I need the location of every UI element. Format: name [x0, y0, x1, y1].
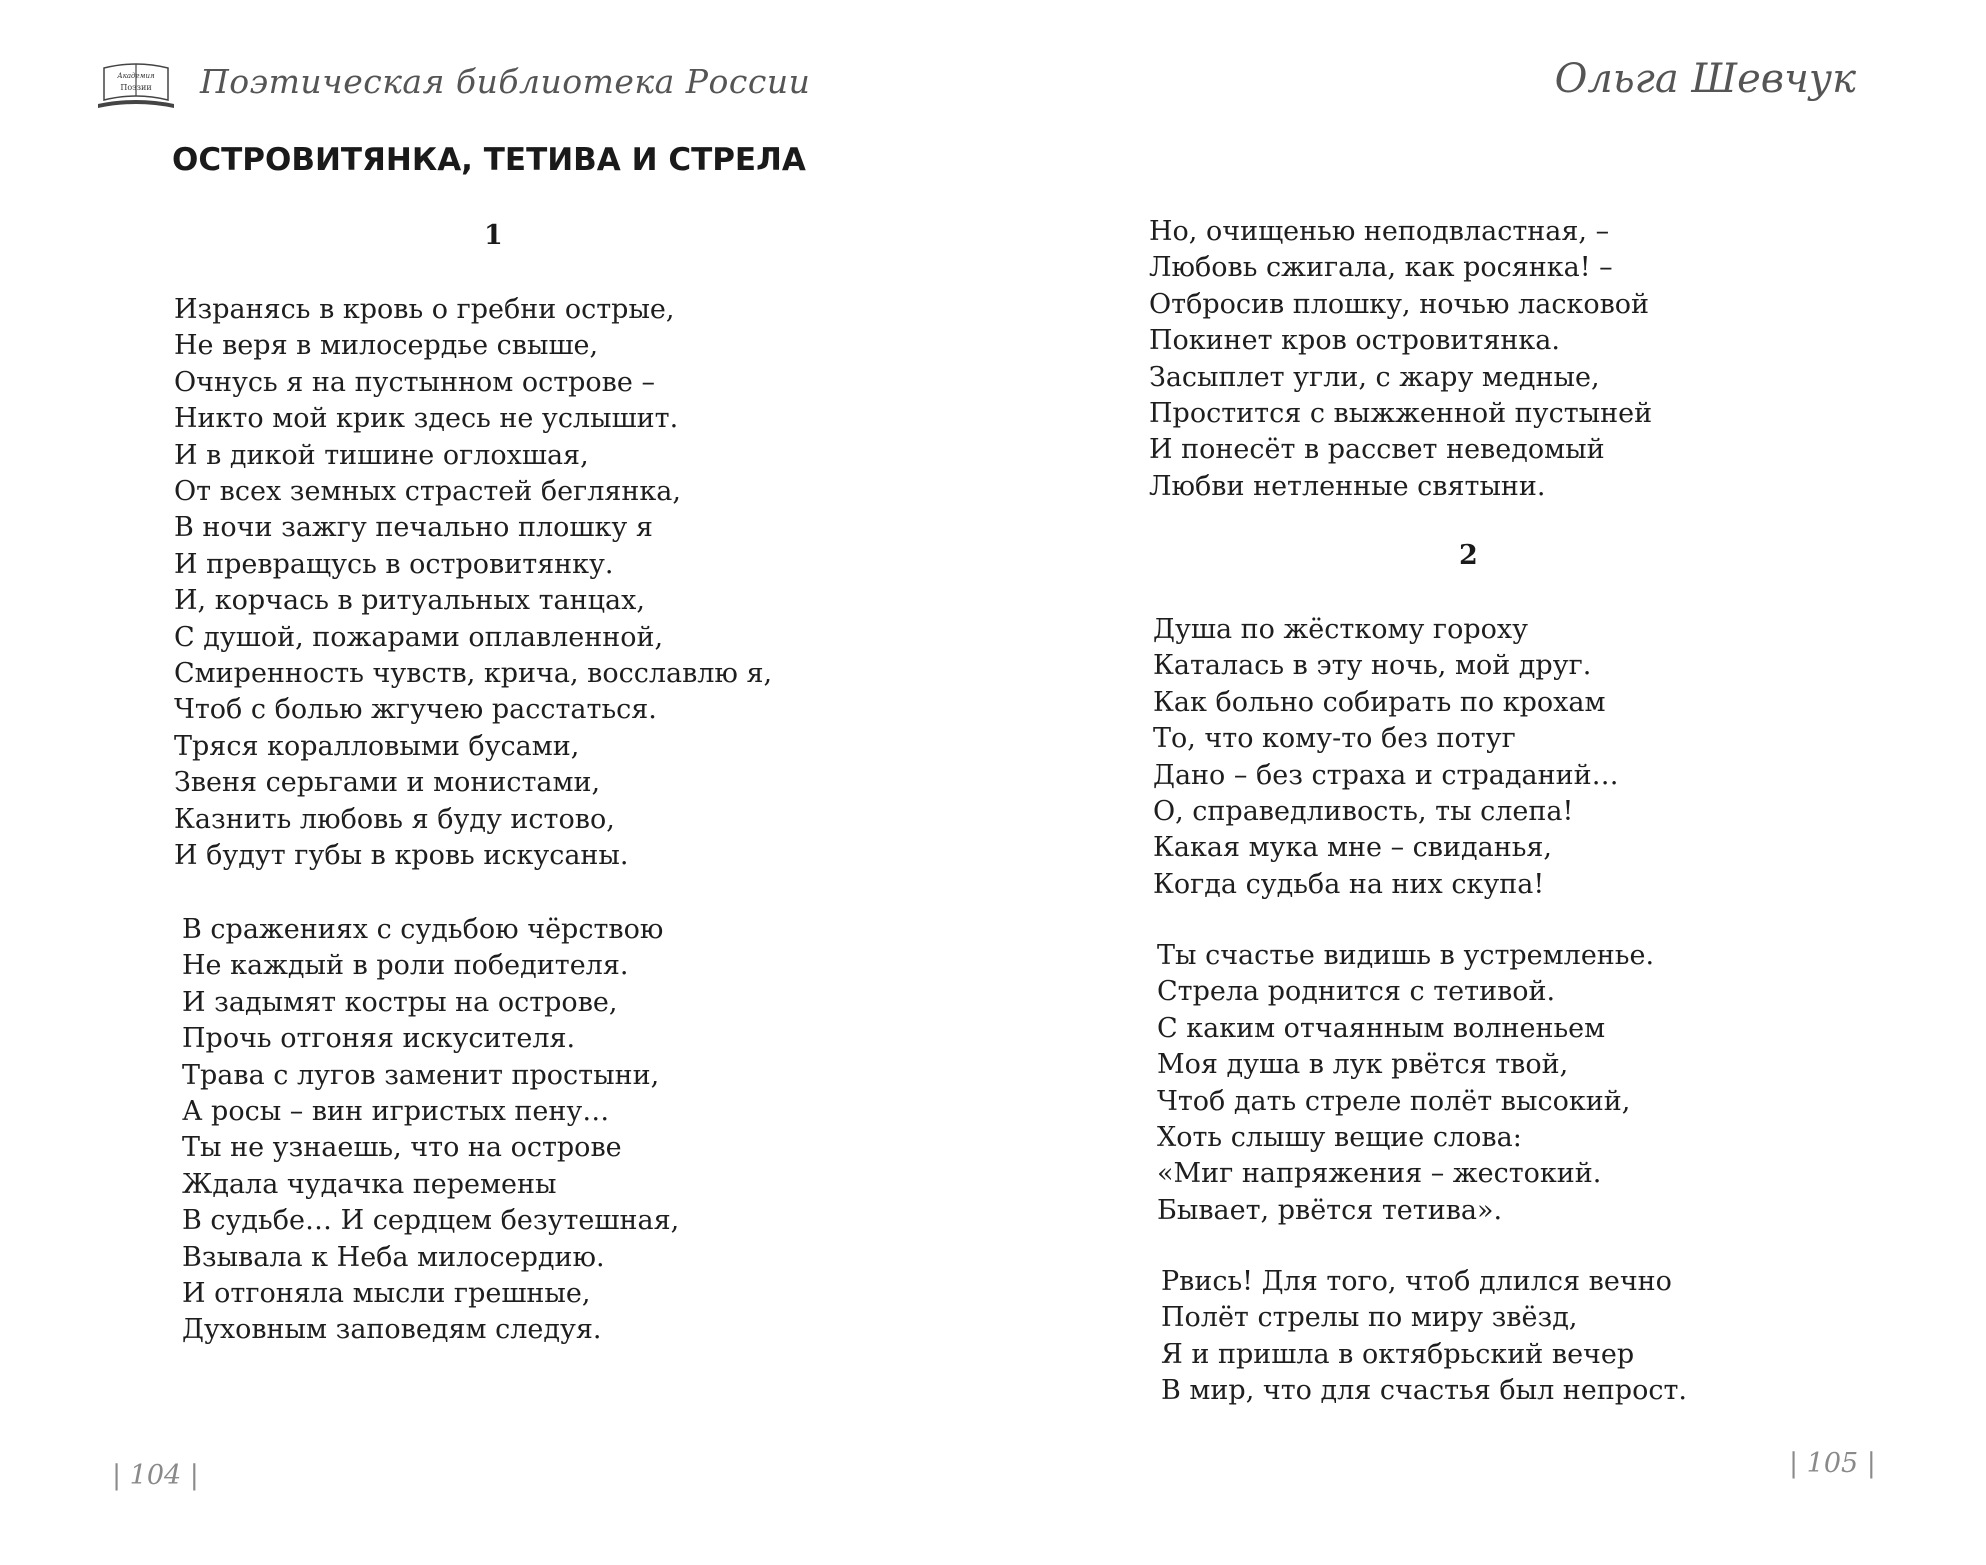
- poem-line: Простится с выжженной пустыней: [1149, 398, 1653, 430]
- poem-line: Не веря в милосердье свыше,: [174, 330, 599, 362]
- poem-line: Каталась в эту ночь, мой друг.: [1153, 650, 1592, 682]
- right-page: [993, 0, 1986, 1565]
- poem-line: Хоть слышу вещие слова:: [1157, 1122, 1522, 1154]
- poem-line: Чтоб дать стреле полёт высокий,: [1157, 1085, 1631, 1117]
- poem-line: И в дикой тишине оглохшая,: [174, 439, 589, 471]
- poem-line: Бывает, рвётся тетива».: [1157, 1194, 1503, 1226]
- section-number: 2: [1459, 540, 1478, 571]
- poem-line: С каким отчаянным волненьем: [1157, 1012, 1606, 1044]
- poem-line: Никто мой крик здесь не услышит.: [174, 403, 679, 435]
- poem-line: Трава с лугов заменит простыни,: [182, 1059, 660, 1091]
- poem-line: Духовным заповедям следуя.: [182, 1314, 602, 1346]
- poem-line: Взывала к Неба милосердию.: [182, 1241, 605, 1273]
- poem-line: Прочь отгоняя искусителя.: [182, 1023, 576, 1055]
- poem-line: В сражениях с судьбою чёрствою: [182, 914, 664, 945]
- stanza: [182, 912, 679, 1349]
- stanza: [174, 292, 772, 875]
- poem-line: И понесёт в рассвет неведомый: [1149, 434, 1605, 466]
- page-number: | 104 |: [112, 1460, 199, 1491]
- poem-line: Ты счастье видишь в устремленье.: [1157, 940, 1655, 971]
- poem-line: Дано – без страха и страданий…: [1153, 759, 1619, 791]
- logo-text-bottom: Поэзии: [120, 83, 152, 92]
- poem-line: Чтоб с болью жгучею расстаться.: [174, 694, 657, 726]
- poem-line: В мир, что для счастья был непрост.: [1161, 1375, 1687, 1407]
- poem-line: В судьбе… И сердцем безутешная,: [182, 1205, 680, 1237]
- poem-line: И отгоняла мысли грешные,: [182, 1278, 591, 1310]
- poem-line: Звеня серьгами и монистами,: [174, 767, 601, 799]
- poem-line: Ждала чудачка перемены: [182, 1168, 557, 1200]
- poem-line: То, что кому-то без потуг: [1153, 723, 1516, 755]
- poem-line: С душой, пожарами оплавленной,: [174, 621, 664, 653]
- poem-line: В ночи зажгу печально плошку я: [174, 512, 653, 544]
- poem-line: И задымят костры на острове,: [182, 986, 618, 1018]
- poem-line: Засыплет угли, с жару медные,: [1149, 361, 1600, 393]
- poem-line: Стрела роднится с тетивой.: [1157, 976, 1556, 1008]
- poem-line: Но, очищенью неподвластная, –: [1149, 216, 1610, 247]
- poem-line: И будут губы в кровь искусаны.: [174, 840, 629, 872]
- stanza: [1149, 214, 1652, 505]
- poem-line: Смиренность чувств, крича, восславлю я,: [174, 658, 773, 690]
- poem-line: Рвись! Для того, чтоб длился вечно: [1161, 1266, 1672, 1297]
- author-name: Ольга Шевчук: [1554, 56, 1856, 102]
- poem-line: Когда судьба на них скупа!: [1153, 868, 1545, 900]
- series-title: Поэтическая библиотека России: [200, 62, 811, 101]
- poem-line: Не каждый в роли победителя.: [182, 950, 629, 982]
- stanza: [1157, 938, 1654, 1229]
- poem-line: Моя душа в лук рвётся твой,: [1157, 1049, 1569, 1081]
- poem-line: Покинет кров островитянка.: [1149, 325, 1560, 357]
- poem-line: От всех земных страстей беглянка,: [174, 476, 681, 508]
- poem-line: Казнить любовь я буду истово,: [174, 803, 615, 835]
- poem-line: Я и пришла в октябрьский вечер: [1161, 1338, 1635, 1370]
- logo-text-top: Академия: [117, 72, 155, 80]
- poem-line: Любви нетленные святыни.: [1149, 470, 1546, 502]
- poem-line: Изранясь в кровь о гребни острые,: [174, 294, 675, 325]
- poem-line: Полёт стрелы по миру звёзд,: [1161, 1302, 1578, 1334]
- poem-line: «Миг напряжения – жестокий.: [1157, 1158, 1602, 1190]
- poem-line: Отбросив плошку, ночью ласковой: [1149, 288, 1650, 320]
- stanza: [1161, 1264, 1687, 1410]
- section-number: 1: [484, 220, 503, 251]
- poem-line: Какая мука мне – свиданья,: [1153, 832, 1553, 864]
- poem-line: Как больно собирать по крохам: [1153, 686, 1606, 718]
- poem-line: И, корчась в ритуальных танцах,: [174, 585, 645, 617]
- poem-line: Тряся коралловыми бусами,: [174, 730, 580, 762]
- poem-line: Любовь сжигала, как росянка! –: [1149, 252, 1613, 284]
- poem-line: О, справедливость, ты слепа!: [1153, 796, 1574, 828]
- stanza: [1153, 612, 1619, 903]
- poem-line: Ты не узнаешь, что на острове: [182, 1132, 622, 1164]
- poem-line: И превращусь в островитянку.: [174, 548, 614, 580]
- poem-line: Душа по жёсткому гороху: [1153, 614, 1528, 645]
- poem-line: Очнусь я на пустынном острове –: [174, 366, 655, 398]
- poem-title: ОСТРОВИТЯНКА, ТЕТИВА И СТРЕЛА: [172, 142, 806, 178]
- publisher-logo: [94, 56, 178, 112]
- page-number: | 105 |: [1789, 1448, 1876, 1479]
- poem-line: А росы – вин игристых пену…: [182, 1096, 610, 1128]
